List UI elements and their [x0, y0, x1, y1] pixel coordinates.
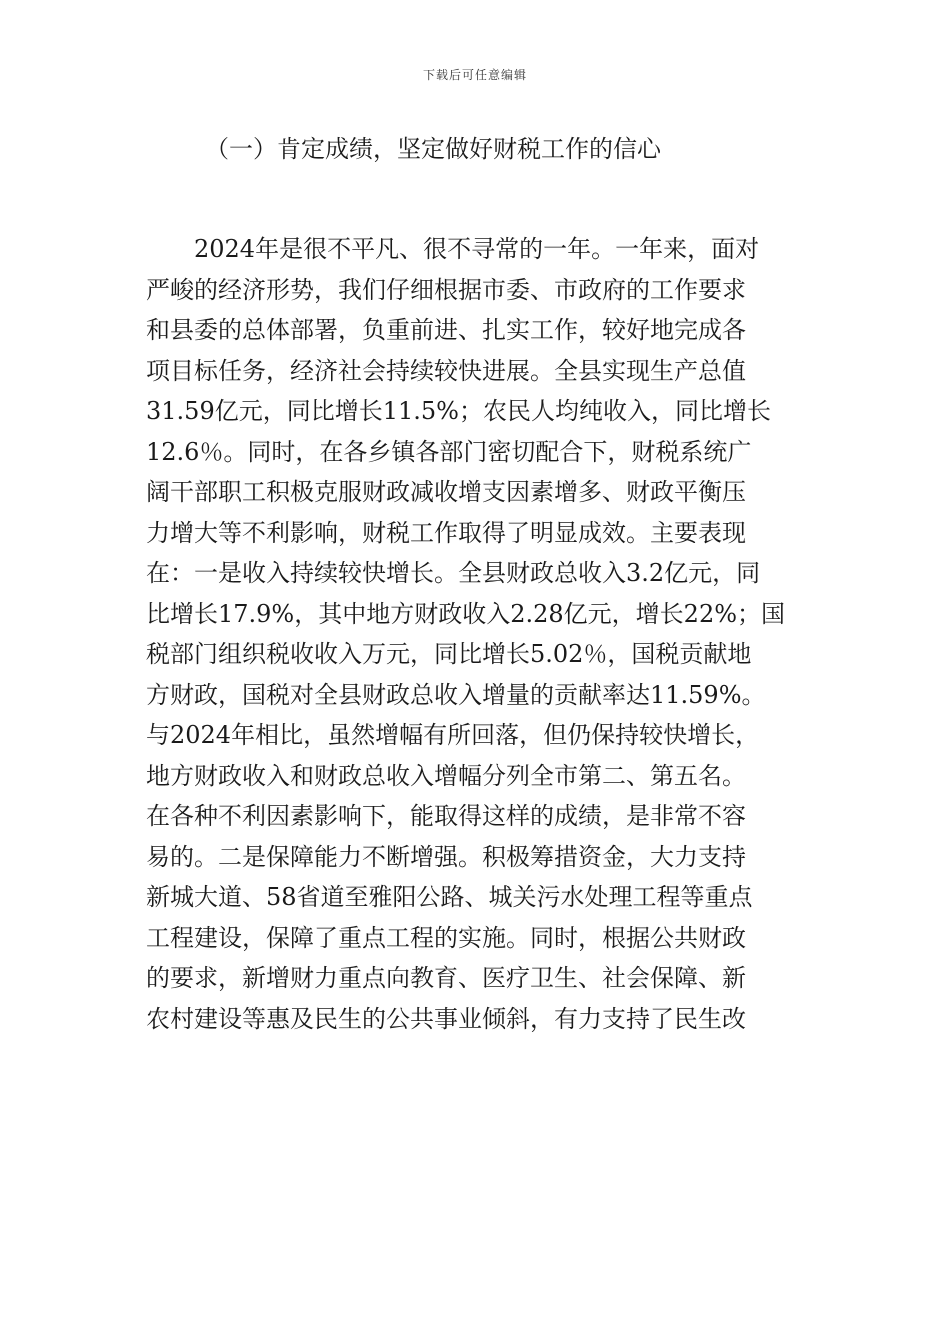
- paragraph-line: 农村建设等惠及民生的公共事业倾斜，有力支持了民生改: [146, 1004, 746, 1033]
- paragraph-line: 与2024年相比，虽然增幅有所回落，但仍保持较快增长，: [146, 721, 760, 749]
- paragraph-line: 在：一是收入持续较快增长。全县财政总收入3.2亿元，同: [146, 559, 761, 587]
- paragraph-line: 工程建设，保障了重点工程的实施。同时，根据公共财政: [146, 923, 746, 952]
- paragraph-line: 项目标任务，经济社会持续较快进展。全县实现生产总值: [146, 356, 746, 385]
- paragraph-line: 12.6％。同时，在各乡镇各部门密切配合下，财税系统广: [146, 437, 752, 466]
- paragraph-line: 新城大道、58省道至雅阳公路、城关污水处理工程等重点: [146, 883, 753, 911]
- paragraph-line: 地方财政收入和财政总收入增幅分列全市第二、第五名。: [146, 761, 746, 790]
- paragraph-line: 易的。二是保障能力不断增强。积极筹措资金，大力支持: [146, 842, 746, 871]
- header-note: 下载后可任意编辑: [422, 68, 527, 82]
- paragraph-line: 阔干部职工积极克服财政减收增支因素增多、财政平衡压: [146, 478, 746, 506]
- section-title: （一）肯定成绩，坚定做好财税工作的信心: [205, 135, 661, 163]
- paragraph-line: 在各种不利因素影响下，能取得这样的成绩，是非常不容: [146, 802, 746, 830]
- body-paragraph: [146, 229, 806, 1039]
- paragraph-line: 31.59亿元，同比增长11.5%；农民人均纯收入，同比增长: [146, 397, 771, 425]
- paragraph-line: 严峻的经济形势，我们仔细根据市委、市政府的工作要求: [146, 275, 746, 304]
- paragraph-line: 税部门组织税收收入万元，同比增长5.02％，国税贡献地: [146, 640, 752, 668]
- paragraph-line: 的要求，新增财力重点向教育、医疗卫生、社会保障、新: [146, 964, 746, 992]
- paragraph-line: 和县委的总体部署，负重前进、扎实工作，较好地完成各: [146, 316, 746, 344]
- paragraph-line: 比增长17.9%，其中地方财政收入2.28亿元，增长22%；国: [146, 599, 786, 628]
- paragraph-line: 力增大等不利影响，财税工作取得了明显成效。主要表现: [146, 518, 746, 547]
- paragraph-line: 方财政，国税对全县财政总收入增量的贡献率达11.59%。: [146, 680, 766, 709]
- paragraph-line: 2024年是很不平凡、很不寻常的一年。一年来，面对: [146, 235, 760, 263]
